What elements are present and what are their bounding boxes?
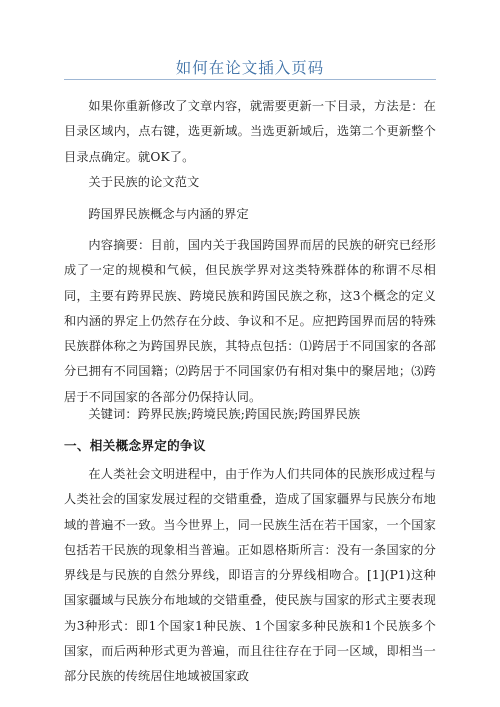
body-paragraph: 在人类社会文明进程中，由于作为人们共同体的民族形成过程与人类社会的国家发展过程的交错重叠，造成了国家疆界与民族分布地域的普遍不一致。当今世界上，同一民族生活在若干国家，一个国家包括若干民族的现象相当普遍。正如恩格斯所言：没有一条国家的分界线是与民族的自然分界线，即语言的分界线相吻合。[1](P1)这种国家疆域与民族分布地域的交错重叠，使民族与国家的形式主要表现为3种形式：即1个国家1种民族、1个国家多种民族和1个民族多个国家，而后两种形式更为普遍，而且往往存在于同一区域，即相当一部分民族的传统居住地域被国家政 bbox=[64, 467, 436, 684]
intro-paragraph: 如果你重新修改了文章内容，就需要更新一下目录，方法是：在目录区域内，点右键，选更新域。当选更新域后，选第二个更新整个目录点确定。就OK了。 bbox=[64, 99, 436, 164]
subtitle-topic: 跨国界民族概念与内涵的界定 bbox=[88, 207, 249, 221]
title-underline bbox=[64, 79, 436, 80]
document-title: 如何在论文插入页码 bbox=[175, 59, 325, 77]
section-heading: 一、相关概念界定的争议 bbox=[64, 438, 206, 453]
abstract-paragraph: 内容摘要：目前，国内关于我国跨国界而居的民族的研究已经形成了一定的规模和气候，但民族学界对这类特殊群体的称谓不尽相同，主要有跨界民族、跨境民族和跨国民族之称，这3个概念的定义和内涵的界定上仍然存在分歧、争议和不足。应把跨国界而居的特殊民族群体称之为跨国界民族，其特点包括：⑴跨居于不同国家的各部分已拥有不同国籍；⑵跨居于不同国家仍有相对集中的聚居地；⑶跨居于不同国家的各部分仍保持认同。 bbox=[64, 238, 436, 404]
keywords-line: 关键词：跨界民族;跨境民族;跨国民族;跨国界民族 bbox=[88, 407, 361, 421]
subtitle-essay: 关于民族的论文范文 bbox=[88, 175, 200, 189]
